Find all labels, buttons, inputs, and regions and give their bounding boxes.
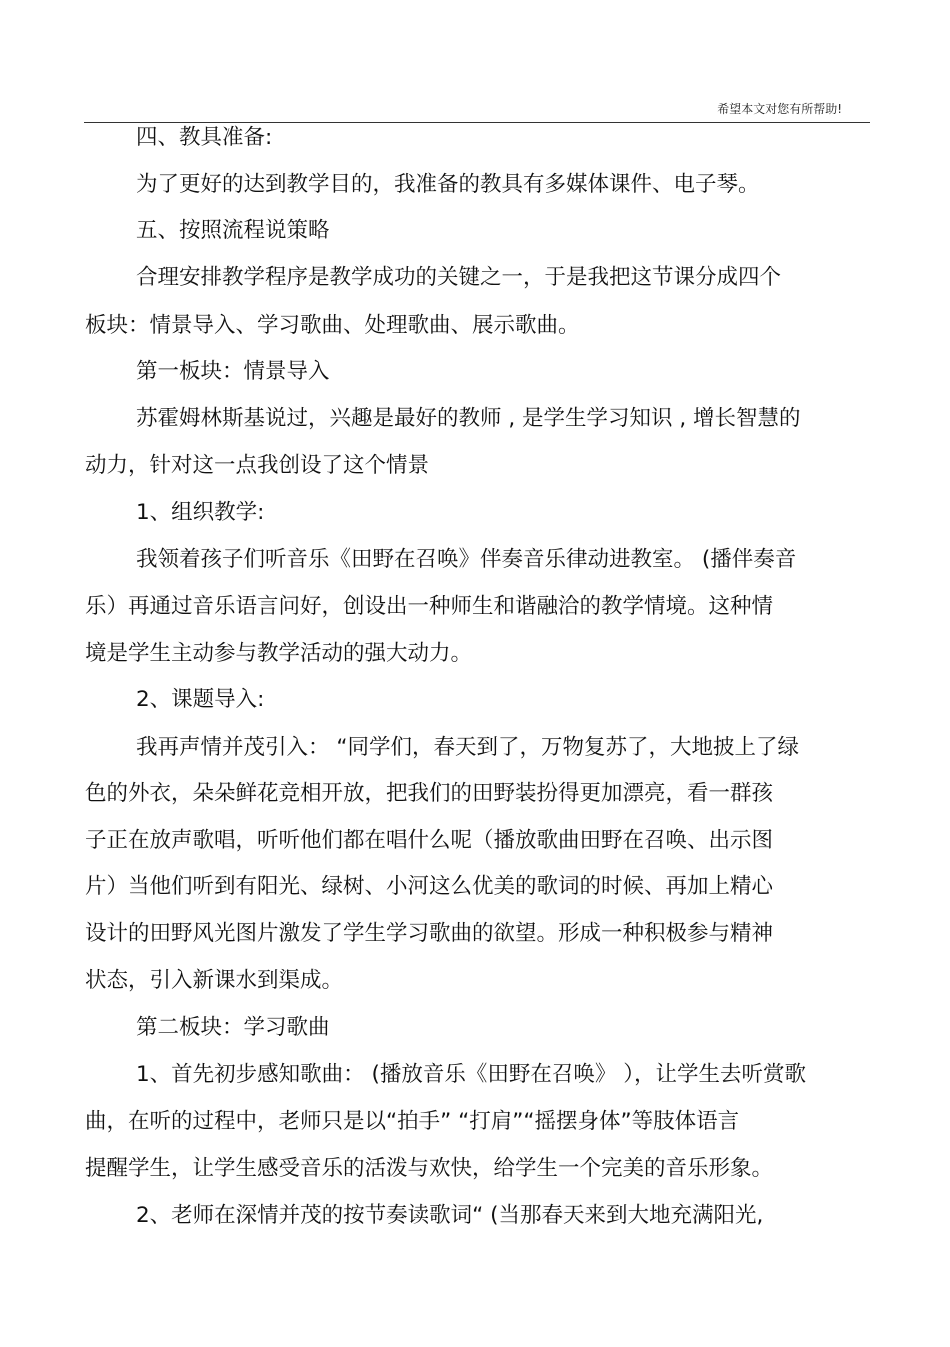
text-line: 设计的田野风光图片激发了学生学习歌曲的欲望。形成一种积极参与精神 [85, 921, 774, 946]
text-line: 片）当他们听到有阳光、绿树、小河这么优美的歌词的时候、再加上精心 [85, 874, 774, 899]
text-line: 板块：情景导入、学习歌曲、处理歌曲、展示歌曲。 [85, 313, 580, 338]
text-line: 我再声情并茂引入： “同学们，春天到了，万物复苏了，大地披上了绿 [136, 735, 799, 760]
text-line: 我领着孩子们听音乐《田野在召唤》伴奏音乐律动进教室。 (播伴奏音 [136, 547, 797, 572]
header-divider [84, 122, 870, 123]
text-line: 2、老师在深情并茂的按节奏读歌词“ (当那春天来到大地充满阳光, [136, 1203, 764, 1228]
heading-topic-intro: 2、课题导入: [136, 687, 265, 712]
text-line: 动力，针对这一点我创设了这个情景 [85, 453, 430, 478]
text-line: 境是学生主动参与教学活动的强大动力。 [85, 641, 473, 666]
heading-block-two: 第二板块：学习歌曲 [136, 1015, 330, 1040]
text-line: 为了更好的达到教学目的，我准备的教具有多媒体课件、电子琴。 [136, 172, 760, 197]
text-line: 苏霍姆林斯基说过，兴趣是最好的教师 , 是学生学习知识 , 增长智慧的 [136, 406, 801, 431]
heading-process-strategy: 五、按照流程说策略 [136, 218, 330, 243]
text-line: 提醒学生，让学生感受音乐的活泼与欢快，给学生一个完美的音乐形象。 [85, 1156, 774, 1181]
text-line: 合理安排教学程序是教学成功的关键之一，于是我把这节课分成四个 [136, 265, 782, 290]
text-line: 乐）再通过音乐语言问好，创设出一种师生和谐融洽的教学情境。这种情 [85, 594, 774, 619]
text-line: 子正在放声歌唱，听听他们都在唱什么呢（播放歌曲田野在召唤、出示图 [85, 828, 774, 853]
heading-block-one: 第一板块：情景导入 [136, 359, 330, 384]
text-line: 1、首先初步感知歌曲： (播放音乐《田野在召唤》 ），让学生去听赏歌 [136, 1062, 806, 1087]
heading-teaching-aids: 四、教具准备: [136, 125, 273, 150]
text-line: 状态，引入新课水到渠成。 [85, 968, 344, 993]
text-line: 色的外衣，朵朵鲜花竞相开放，把我们的田野装扮得更加漂亮，看一群孩 [85, 781, 774, 806]
heading-organize-teaching: 1、组织教学: [136, 500, 265, 525]
page-header-text: 希望本文对您有所帮助! [717, 102, 842, 116]
text-line: 曲，在听的过程中，老师只是以“拍手” “打肩”“摇摆身体”等肢体语言 [85, 1109, 740, 1134]
